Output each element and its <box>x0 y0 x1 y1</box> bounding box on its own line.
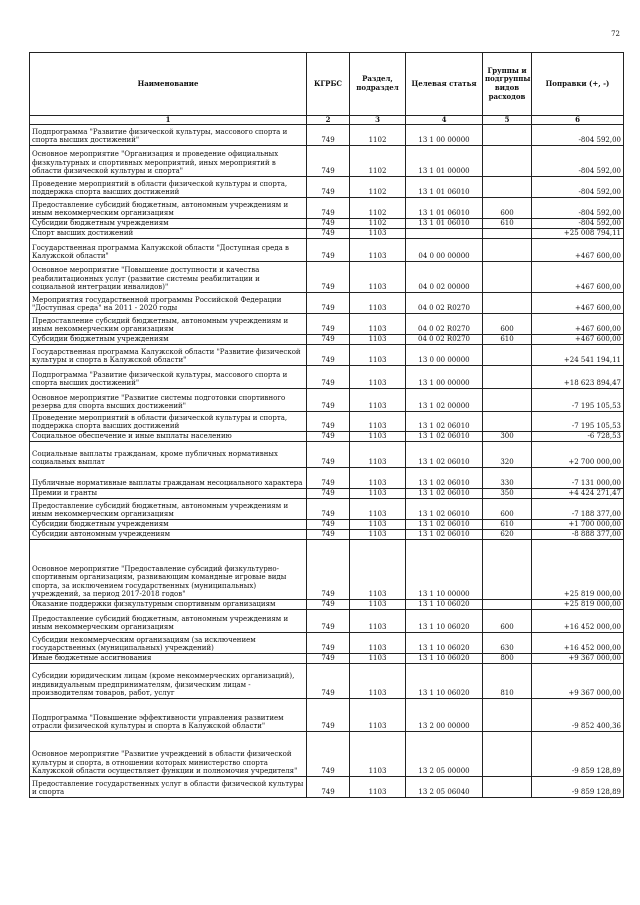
row-target: 13 1 02 06010 <box>406 442 483 468</box>
row-target: 13 1 01 06010 <box>406 219 483 229</box>
row-name: Субсидии бюджетным учреждениям <box>30 520 307 530</box>
table-row <box>30 146 624 177</box>
row-amend: -7 195 105,53 <box>532 389 624 412</box>
row-kgrbs: 749 <box>307 239 350 262</box>
row-amend: +467 600,00 <box>532 335 624 345</box>
table-row <box>30 489 624 499</box>
row-name: Субсидии автономным учреждениям <box>30 530 307 540</box>
row-group: 320 <box>483 442 532 468</box>
row-name: Предоставление субсидий бюджетным, автономным учреждениям и иным некоммерческим организациям <box>30 499 307 520</box>
row-target: 13 1 10 06020 <box>406 600 483 610</box>
row-amend: -804 592,00 <box>532 125 624 146</box>
row-kgrbs: 749 <box>307 177 350 198</box>
row-kgrbs: 749 <box>307 468 350 489</box>
row-group: 620 <box>483 530 532 540</box>
row-amend: +467 600,00 <box>532 239 624 262</box>
table-row <box>30 239 624 262</box>
table-row <box>30 314 624 335</box>
row-name: Спорт высших достижений <box>30 229 307 239</box>
row-target: 13 1 02 06010 <box>406 412 483 432</box>
table-row <box>30 442 624 468</box>
row-group: 810 <box>483 664 532 699</box>
row-amend: -8 888 377,00 <box>532 530 624 540</box>
table-row <box>30 699 624 732</box>
row-name: Субсидии бюджетным учреждениям <box>30 335 307 345</box>
row-kgrbs: 749 <box>307 520 350 530</box>
table-row <box>30 520 624 530</box>
row-group <box>483 345 532 366</box>
table-row <box>30 412 624 432</box>
table-row <box>30 177 624 198</box>
col-index-2: 2 <box>307 116 350 125</box>
row-razdel: 1103 <box>350 335 406 345</box>
row-kgrbs: 749 <box>307 699 350 732</box>
row-razdel: 1103 <box>350 293 406 314</box>
row-name: Оказание поддержки физкультурным спортивным организациям <box>30 600 307 610</box>
row-amend: -804 592,00 <box>532 198 624 219</box>
row-group: 630 <box>483 633 532 654</box>
row-name: Основное мероприятие "Повышение доступности и качества реабилитационных услуг (развитие системы реабилитации и социальной интеграции инвалидов)" <box>30 262 307 293</box>
table-row <box>30 389 624 412</box>
row-group: 610 <box>483 219 532 229</box>
row-amend: +25 008 794,11 <box>532 229 624 239</box>
row-razdel: 1103 <box>350 229 406 239</box>
row-group: 350 <box>483 489 532 499</box>
table-row <box>30 229 624 239</box>
row-kgrbs: 749 <box>307 442 350 468</box>
row-target: 13 2 05 00000 <box>406 732 483 777</box>
row-razdel: 1102 <box>350 219 406 229</box>
row-razdel: 1103 <box>350 610 406 633</box>
row-kgrbs: 749 <box>307 219 350 229</box>
header-amend: Поправки (+, -) <box>532 53 624 116</box>
row-kgrbs: 749 <box>307 366 350 389</box>
row-target: 13 1 02 06010 <box>406 468 483 489</box>
row-razdel: 1103 <box>350 654 406 664</box>
row-group <box>483 125 532 146</box>
row-name: Проведение мероприятий в области физической культуры и спорта, поддержка спорта высших достижений <box>30 177 307 198</box>
row-amend: +1 700 000,00 <box>532 520 624 530</box>
row-kgrbs: 749 <box>307 293 350 314</box>
row-target: 13 1 01 00000 <box>406 146 483 177</box>
row-name: Субсидии некоммерческим организациям (за исключением государственных (муниципальных) учреждений) <box>30 633 307 654</box>
row-razdel: 1103 <box>350 442 406 468</box>
row-group: 300 <box>483 432 532 442</box>
row-target: 13 1 10 06020 <box>406 654 483 664</box>
row-kgrbs: 749 <box>307 633 350 654</box>
row-razdel: 1103 <box>350 600 406 610</box>
row-amend: -804 592,00 <box>532 219 624 229</box>
header-target: Целевая статья <box>406 53 483 116</box>
table-row <box>30 125 624 146</box>
row-razdel: 1103 <box>350 664 406 699</box>
row-name: Предоставление государственных услуг в области физической культуры и спорта <box>30 777 307 798</box>
page-number: 72 <box>611 30 620 38</box>
row-razdel: 1103 <box>350 633 406 654</box>
row-amend: -804 592,00 <box>532 177 624 198</box>
row-kgrbs: 749 <box>307 499 350 520</box>
row-group <box>483 146 532 177</box>
row-group <box>483 229 532 239</box>
row-name: Субсидии юридическим лицам (кроме некоммерческих организаций), индивидуальным предпринимателям, физическим лицам - производителям товаров, работ, услуг <box>30 664 307 699</box>
row-razdel: 1103 <box>350 262 406 293</box>
row-kgrbs: 749 <box>307 335 350 345</box>
row-kgrbs: 749 <box>307 489 350 499</box>
row-amend: +18 623 894,47 <box>532 366 624 389</box>
row-amend: +9 367 000,00 <box>532 654 624 664</box>
row-amend: -7 131 000,00 <box>532 468 624 489</box>
row-target: 04 0 02 R0270 <box>406 314 483 335</box>
row-razdel: 1103 <box>350 239 406 262</box>
row-target: 04 0 00 00000 <box>406 239 483 262</box>
row-name: Государственная программа Калужской области "Доступная среда в Калужской области" <box>30 239 307 262</box>
col-index-6: 6 <box>532 116 624 125</box>
row-razdel: 1103 <box>350 468 406 489</box>
row-razdel: 1103 <box>350 432 406 442</box>
row-amend: -6 728,53 <box>532 432 624 442</box>
row-razdel: 1102 <box>350 125 406 146</box>
row-razdel: 1103 <box>350 540 406 600</box>
header-kgrbs: КГРБС <box>307 53 350 116</box>
row-kgrbs: 749 <box>307 664 350 699</box>
row-group <box>483 732 532 777</box>
row-name: Социальное обеспечение и иные выплаты населению <box>30 432 307 442</box>
row-razdel: 1103 <box>350 389 406 412</box>
table-row <box>30 198 624 219</box>
row-kgrbs: 749 <box>307 314 350 335</box>
table-row <box>30 499 624 520</box>
row-target: 13 2 00 00000 <box>406 699 483 732</box>
header-razdel: Раздел, подраздел <box>350 53 406 116</box>
row-kgrbs: 749 <box>307 732 350 777</box>
row-name: Основное мероприятие "Предоставление субсидий физкультурно-спортивным организациям, развивающим командные игровые виды спорта, за исключением государственных (муниципальных) учреждений, за период 2017-2018 годов" <box>30 540 307 600</box>
row-group: 610 <box>483 335 532 345</box>
row-kgrbs: 749 <box>307 600 350 610</box>
table-body <box>30 125 624 798</box>
row-target: 13 2 05 06040 <box>406 777 483 798</box>
row-group <box>483 412 532 432</box>
row-name: Основное мероприятие "Развитие системы подготовки спортивного резерва для спорта высших достижений" <box>30 389 307 412</box>
row-name: Основное мероприятие "Развитие учреждений в области физической культуры и спорта, в отношении которых министерство спорта Калужской области осуществляет функции и полномочия учредителя" <box>30 732 307 777</box>
row-name: Предоставление субсидий бюджетным, автономным учреждениям и иным некоммерческим организациям <box>30 610 307 633</box>
row-kgrbs: 749 <box>307 229 350 239</box>
table-row <box>30 654 624 664</box>
row-target: 13 1 01 06010 <box>406 177 483 198</box>
row-name: Подпрограмма "Развитие физической культуры, массового спорта и спорта высших достижений" <box>30 366 307 389</box>
row-group <box>483 777 532 798</box>
row-razdel: 1103 <box>350 699 406 732</box>
table-row <box>30 610 624 633</box>
row-name: Предоставление субсидий бюджетным, автономным учреждениям и иным некоммерческим организациям <box>30 314 307 335</box>
row-amend: -9 852 400,36 <box>532 699 624 732</box>
row-target: 13 1 02 06010 <box>406 520 483 530</box>
row-target: 13 1 00 00000 <box>406 125 483 146</box>
row-group <box>483 366 532 389</box>
row-kgrbs: 749 <box>307 777 350 798</box>
table-row <box>30 540 624 600</box>
row-target: 13 1 02 00000 <box>406 389 483 412</box>
col-index-3: 3 <box>350 116 406 125</box>
row-name: Подпрограмма "Развитие физической культуры, массового спорта и спорта высших достижений" <box>30 125 307 146</box>
row-target: 04 0 02 00000 <box>406 262 483 293</box>
col-index-1: 1 <box>30 116 307 125</box>
row-target: 13 1 02 06010 <box>406 489 483 499</box>
row-name: Основное мероприятие "Организация и проведение официальных физкультурных и спортивных мероприятий, иных мероприятий в области физической культуры и спорта" <box>30 146 307 177</box>
row-amend: +467 600,00 <box>532 262 624 293</box>
row-name: Мероприятия государственной программы Российской Федерации "Доступная среда" на 2011 - 2020 годы <box>30 293 307 314</box>
row-kgrbs: 749 <box>307 540 350 600</box>
row-name: Публичные нормативные выплаты гражданам несоциального характера <box>30 468 307 489</box>
row-target: 13 1 00 00000 <box>406 366 483 389</box>
row-target: 13 1 02 06010 <box>406 432 483 442</box>
row-target: 13 1 10 06020 <box>406 664 483 699</box>
row-group: 610 <box>483 520 532 530</box>
row-amend: +2 700 000,00 <box>532 442 624 468</box>
row-amend: -7 195 105,53 <box>532 412 624 432</box>
row-group: 600 <box>483 198 532 219</box>
row-razdel: 1103 <box>350 314 406 335</box>
row-razdel: 1103 <box>350 777 406 798</box>
row-amend: +16 452 000,00 <box>532 610 624 633</box>
budget-table <box>29 52 624 798</box>
row-group: 600 <box>483 610 532 633</box>
row-kgrbs: 749 <box>307 530 350 540</box>
row-name: Иные бюджетные ассигнования <box>30 654 307 664</box>
row-amend: -9 859 128,89 <box>532 732 624 777</box>
row-group: 330 <box>483 468 532 489</box>
row-razdel: 1102 <box>350 146 406 177</box>
table-row <box>30 600 624 610</box>
row-razdel: 1103 <box>350 520 406 530</box>
row-name: Подпрограмма "Повышение эффективности управления развитием отрасли физической культуры и спорта в Калужской области" <box>30 699 307 732</box>
table-row <box>30 366 624 389</box>
row-razdel: 1103 <box>350 345 406 366</box>
row-amend: +467 600,00 <box>532 293 624 314</box>
table-row <box>30 335 624 345</box>
row-kgrbs: 749 <box>307 262 350 293</box>
row-amend: +25 819 000,00 <box>532 540 624 600</box>
row-razdel: 1103 <box>350 366 406 389</box>
row-kgrbs: 749 <box>307 432 350 442</box>
row-kgrbs: 749 <box>307 345 350 366</box>
col-index-5: 5 <box>483 116 532 125</box>
row-group <box>483 389 532 412</box>
table-row <box>30 262 624 293</box>
row-kgrbs: 749 <box>307 389 350 412</box>
row-razdel: 1102 <box>350 177 406 198</box>
header-name: Наименование <box>30 53 307 116</box>
row-group <box>483 699 532 732</box>
row-razdel: 1103 <box>350 530 406 540</box>
col-index-4: 4 <box>406 116 483 125</box>
row-name: Премии и гранты <box>30 489 307 499</box>
row-target: 13 1 01 06010 <box>406 198 483 219</box>
row-group: 600 <box>483 499 532 520</box>
row-name: Государственная программа Калужской области "Развитие физической культуры и спорта в Калужской области" <box>30 345 307 366</box>
table-row <box>30 664 624 699</box>
header-group: Группы и подгруппы видов расходов <box>483 53 532 116</box>
row-name: Проведение мероприятий в области физической культуры и спорта, поддержка спорта высших достижений <box>30 412 307 432</box>
table-row <box>30 777 624 798</box>
row-group: 600 <box>483 314 532 335</box>
row-kgrbs: 749 <box>307 125 350 146</box>
row-amend: +24 541 194,11 <box>532 345 624 366</box>
table-row <box>30 432 624 442</box>
row-kgrbs: 749 <box>307 654 350 664</box>
table-row <box>30 732 624 777</box>
row-name: Предоставление субсидий бюджетным, автономным учреждениям и иным некоммерческим организациям <box>30 198 307 219</box>
row-target <box>406 229 483 239</box>
table-row <box>30 219 624 229</box>
row-target: 04 0 02 R0270 <box>406 293 483 314</box>
row-group <box>483 262 532 293</box>
row-target: 13 1 02 06010 <box>406 530 483 540</box>
row-group <box>483 540 532 600</box>
row-target: 04 0 02 R0270 <box>406 335 483 345</box>
row-razdel: 1102 <box>350 198 406 219</box>
row-group <box>483 600 532 610</box>
row-amend: +16 452 000,00 <box>532 633 624 654</box>
row-target: 13 1 10 06020 <box>406 633 483 654</box>
row-group: 800 <box>483 654 532 664</box>
row-target: 13 1 10 00000 <box>406 540 483 600</box>
row-target: 13 1 10 06020 <box>406 610 483 633</box>
row-target: 13 0 00 00000 <box>406 345 483 366</box>
row-kgrbs: 749 <box>307 412 350 432</box>
row-kgrbs: 749 <box>307 146 350 177</box>
row-group <box>483 239 532 262</box>
row-razdel: 1103 <box>350 412 406 432</box>
row-amend: -9 859 128,89 <box>532 777 624 798</box>
row-name: Социальные выплаты гражданам, кроме публичных нормативных социальных выплат <box>30 442 307 468</box>
row-amend: -804 592,00 <box>532 146 624 177</box>
table-row <box>30 633 624 654</box>
row-razdel: 1103 <box>350 499 406 520</box>
row-name: Субсидии бюджетным учреждениям <box>30 219 307 229</box>
row-razdel: 1103 <box>350 732 406 777</box>
row-amend: +25 819 000,00 <box>532 600 624 610</box>
table-row <box>30 530 624 540</box>
row-razdel: 1103 <box>350 489 406 499</box>
row-group <box>483 177 532 198</box>
table-row <box>30 468 624 489</box>
row-kgrbs: 749 <box>307 198 350 219</box>
table-row <box>30 345 624 366</box>
row-kgrbs: 749 <box>307 610 350 633</box>
row-amend: +4 424 271,47 <box>532 489 624 499</box>
row-target: 13 1 02 06010 <box>406 499 483 520</box>
row-amend: -7 188 377,00 <box>532 499 624 520</box>
row-amend: +9 367 000,00 <box>532 664 624 699</box>
table-row <box>30 293 624 314</box>
row-group <box>483 293 532 314</box>
row-amend: +467 600,00 <box>532 314 624 335</box>
